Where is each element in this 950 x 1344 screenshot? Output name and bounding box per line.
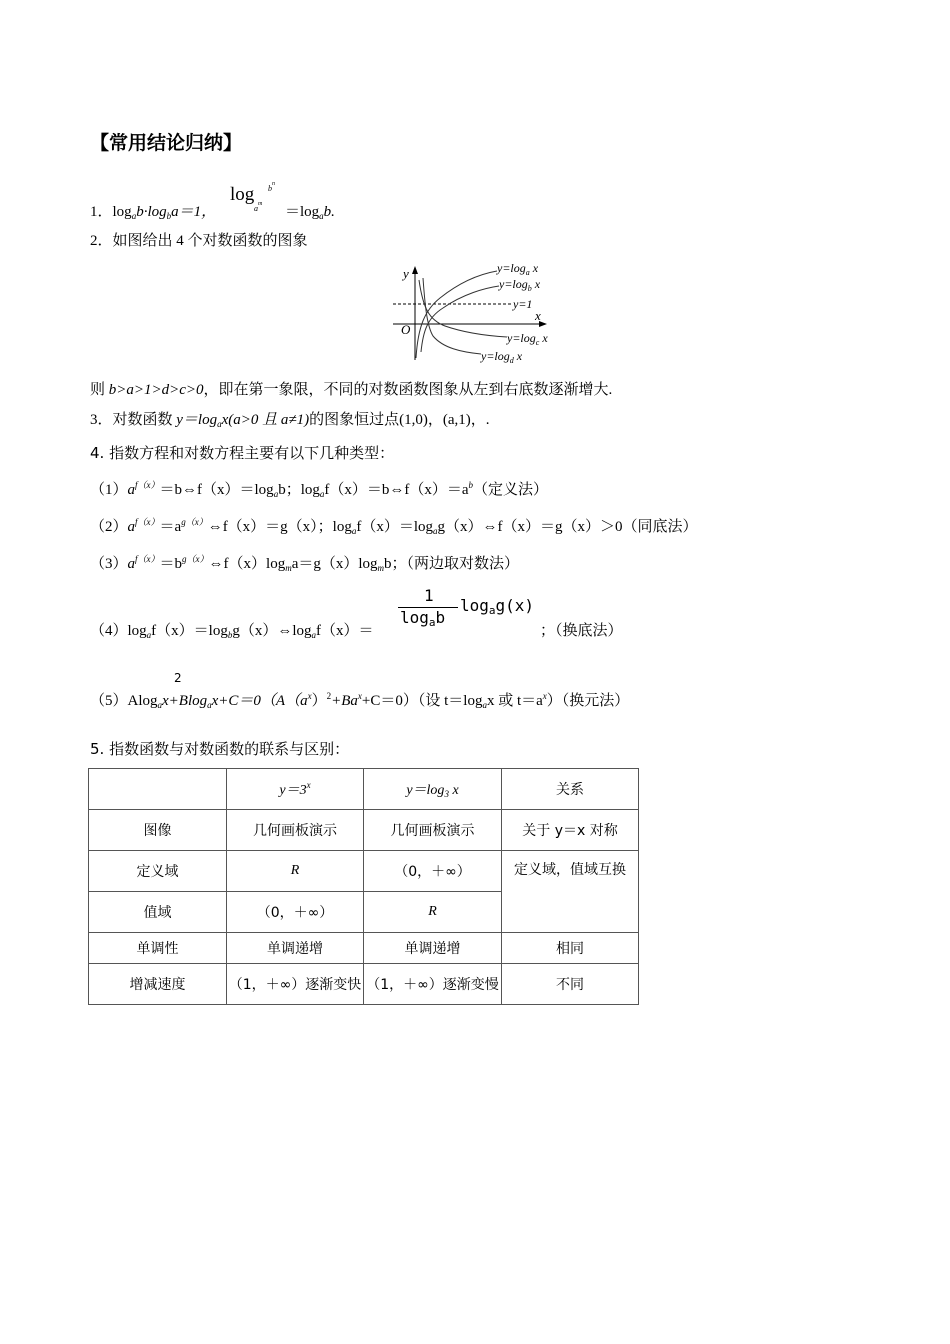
axis-y-label: y bbox=[403, 266, 409, 281]
curve-log-b bbox=[421, 286, 499, 352]
axis-x-label: x bbox=[535, 308, 541, 323]
cell: 单调递增 bbox=[227, 933, 364, 964]
row-label-range: 值域 bbox=[89, 892, 227, 933]
row-label-domain: 定义域 bbox=[89, 851, 227, 892]
item-1-tail: $=\log_ab$. bbox=[285, 204, 335, 221]
item-1-big-sub: $a^m$ bbox=[254, 201, 263, 213]
cell: 几何画板演示 bbox=[364, 810, 502, 851]
curve-log-c bbox=[419, 280, 507, 337]
table-row bbox=[89, 810, 639, 851]
fraction-denominator: $\log_ab$ bbox=[400, 608, 446, 629]
row-label-graph: 图像 bbox=[89, 810, 227, 851]
item-1: 1．$\log_ab\cdot\log_ba=1$， bbox=[90, 204, 217, 221]
table-row bbox=[89, 964, 639, 1005]
header-empty bbox=[89, 769, 227, 810]
cell: 不同 bbox=[502, 964, 639, 1005]
cell: 单调递增 bbox=[364, 933, 502, 964]
cell-domain-range-swap: 定义域，值域互换 bbox=[502, 851, 639, 933]
section-heading: 【常用结论归纳】 bbox=[90, 132, 243, 154]
equation-4: $(4)\log_af(x)=\log_bg(x)\Leftrightarrow\log_af(x)=$ bbox=[90, 623, 374, 640]
label-log-d: $y=\log_d$ x bbox=[481, 349, 523, 365]
equation-1: $(1)a^{f(x)}=b\Leftrightarrow f(x)=\log_ab$；$\log_af(x)=b\Leftrightarrow f(x)=a^b$（定义法） bbox=[90, 480, 549, 499]
equation-4-method: ；（换底法） bbox=[540, 623, 623, 639]
equation-5-superscript: 2 bbox=[174, 671, 182, 685]
item-2: 2．如图给出 4 个对数函数的图象 bbox=[90, 233, 308, 249]
cell: 几何画板演示 bbox=[227, 810, 364, 851]
fraction-numerator: 1 bbox=[424, 586, 434, 605]
label-log-c: $y=\log_c$ x bbox=[507, 331, 548, 347]
cell: 关于 y＝x 对称 bbox=[502, 810, 639, 851]
item-4-title: 4. 指数方程和对数方程主要有以下几种类型： bbox=[90, 444, 395, 462]
header-relation: 关系 bbox=[502, 769, 639, 810]
fraction-tail: $\log_ag(x)$ bbox=[460, 596, 535, 617]
item-1-big-sup: $b^n$ bbox=[268, 181, 275, 193]
curve-log-a bbox=[416, 271, 497, 358]
table-row bbox=[89, 933, 639, 964]
comparison-table bbox=[88, 768, 639, 1005]
item-2-conclusion: 则 b>a>1>d>c>0，即在第一象限，不同的对数函数图象从左到右底数逐渐增大. bbox=[90, 382, 613, 398]
label-y-equals-1: y=1 bbox=[513, 297, 533, 311]
item-1-big-log: log bbox=[230, 184, 255, 205]
cell: 相同 bbox=[502, 933, 639, 964]
item-5-title: 5. 指数函数与对数函数的联系与区别： bbox=[90, 740, 350, 758]
label-log-b: $y=\log_b$ x bbox=[499, 277, 541, 293]
cell: R bbox=[227, 851, 364, 892]
cell: （0，＋∞） bbox=[364, 851, 502, 892]
table-row bbox=[89, 851, 639, 892]
header-logarithmic: $y=\log_3$ x bbox=[364, 769, 502, 810]
equation-3: $(3)a^{f(x)}=b^{g(x)}\Leftrightarrow f(x)\log_ma=g(x)\log_mb$；（两边取对数法） bbox=[90, 554, 520, 573]
origin-label: O bbox=[401, 322, 411, 337]
row-label-growth-rate: 增减速度 bbox=[89, 964, 227, 1005]
equation-5: $(5)Alog_ax+Blog_ax+C=0(A(a^x)^2+Ba^x+C=0)$（设 $t=\log_ax$ 或 $t=a^x$）（换元法） bbox=[90, 691, 630, 710]
equation-2: $(2)a^{f(x)}=a^{g(x)}\Leftrightarrow f(x)=g(x)$；$\log_af(x)=\log_ag(x)\Leftrightarrow f(x)=g(x)>0$（同底法） bbox=[90, 517, 698, 536]
label-log-a: $y=\log_a$ x bbox=[497, 261, 539, 277]
item-3: 3．对数函数 $y=\log_ax(a>0$ 且 a≠1)的图象恒过点(1,0)，(a,1)，. bbox=[90, 412, 490, 429]
cell: R bbox=[364, 892, 502, 933]
log-functions-graph bbox=[385, 256, 575, 368]
cell: （1，＋∞）逐渐变慢 bbox=[364, 964, 502, 1005]
y-axis-arrow bbox=[412, 266, 418, 274]
cell: （1，＋∞）逐渐变快 bbox=[227, 964, 364, 1005]
cell: （0，＋∞） bbox=[227, 892, 364, 933]
header-exponential: $y=3^x$ bbox=[227, 769, 364, 810]
row-label-monotonicity: 单调性 bbox=[89, 933, 227, 964]
